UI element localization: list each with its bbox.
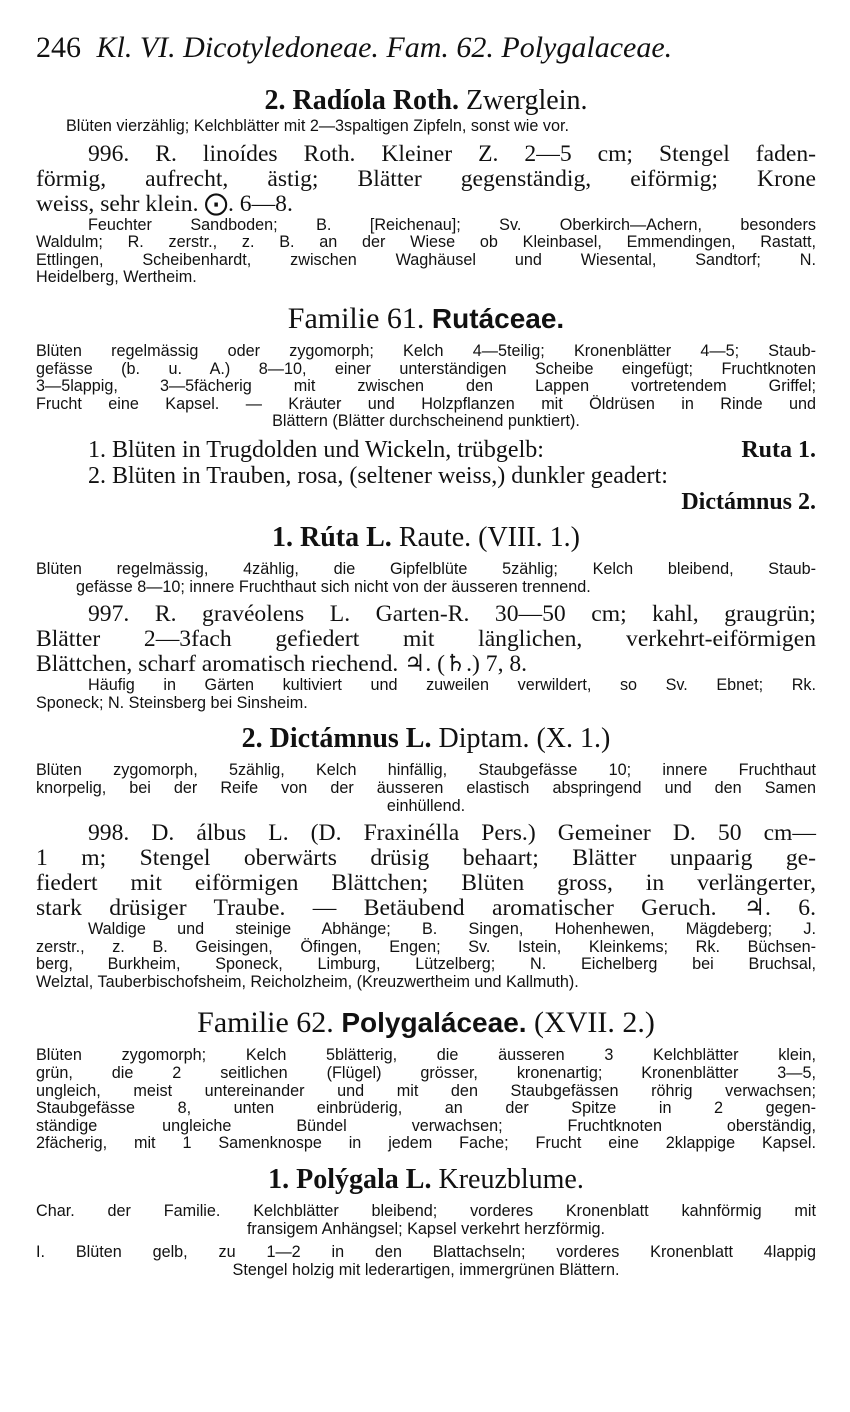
species-description-998: 998. D. álbus L. (D. Fraxinélla Pers.) Gemeiner D. 50 cm— 1 m; Stengel oberwärts drüsig behaart; Blätter unpaarig ge- fiedert mit eiförmigen Blättchen; Blüten gross, in verlängerter, stark drüsiger Traube. — Betäubend aromatischer Geruch. ♃. 6.	[36, 820, 816, 922]
genus-heading-dictamnus	[36, 722, 816, 756]
page-number: 246	[36, 31, 81, 64]
key-entry: Dictámnus 2.	[681, 488, 816, 515]
species-habitat-998: Waldige und steinige Abhänge; B. Singen, Hohenhewen, Mägdeberg; J. zerstr., z. B. Geisingen, Öfingen, Engen; Sv. Istein, Kleinkems; Rk. Büchsen- berg, Burkheim, Sponeck, Limburg, Lützelberg; N. Eichelberg bei Bruchsal, Welztal, Tauberbischofsheim, Reicholzheim, (Kreuzwertheim und Kallmuth).	[36, 920, 816, 991]
species-key: I. Blüten gelb, zu 1—2 in den Blattachseln; vorderes Kronenblatt 4lappig Stengel holzig mit lederartigen, immergrünen Blättern.	[36, 1243, 816, 1279]
genus-description: Char. der Familie. Kelchblätter bleibend; vorderes Kronenblatt kahnförmig mit fransigem Anhängsel; Kapsel verkehrt herzförmig.	[36, 1202, 816, 1238]
family-description: Blüten zygomorph; Kelch 5blätterig, die äusseren 3 Kelchblätter klein, grün, die 2 seitlichen (Flügel) grösser, kronenartig; Kronenblätter 3—5, ungleich, meist untereinander und mit den Staubgefässen röhrig verwachsen; Staubgefässe 8, unten einbrüderig, an der Spitze in 2 gegen- ständige ungleiche Bündel verwachsen; Fruchtknoten oberständig, 2fächerig, mit 1 Samenknospe in jedem Fache; Frucht eine 2klappige Kapsel.	[36, 1046, 816, 1153]
running-head-text: Kl. VI. Dicotyledoneae. Fam. 62. Polygalaceae.	[96, 31, 673, 64]
genus-common-name: Kreuzblume.	[438, 1164, 584, 1196]
running-head	[36, 30, 816, 70]
key-entry: 1. Blüten in Trugdolden und Wickeln, trübgelb: Ruta 1.	[88, 436, 816, 463]
genus-name: 2. Dictámnus L.	[241, 723, 432, 755]
species-description-997: 997. R. gravéolens L. Garten-R. 30—50 cm; kahl, graugrün; Blätter 2—3fach gefiedert mit länglichen, verkehrt-eiförmigen Blättchen, scharf aromatisch riechend. ♃. (♄.) 7, 8.	[36, 601, 816, 678]
family-name: Rutáceae.	[431, 302, 565, 334]
species-habitat-996: Feuchter Sandboden; B. [Reichenau]; Sv. Oberkirch—Achern, besonders Waldulm; R. zerstr., z. B. an der Wiese ob Kleinbasel, Emmendingen, Rastatt, Ettlingen, Scheibenhardt, zwischen Waghäusel und Wiesental, Sandtorf; N. Heidelberg, Wertheim.	[36, 215, 816, 287]
genus-name: 1. Rúta L.	[272, 521, 392, 553]
genus-common-name: Raute. (VIII. 1.)	[398, 521, 580, 553]
key-entry: 2. Blüten in Trauben, rosa, (seltener weiss,) dunkler geadert:	[88, 462, 668, 489]
family-description: Blüten regelmässig oder zygomorph; Kelch 4—5teilig; Kronenblätter 4—5; Staub- gefässe (b. u. A.) 8—10, einer unterständigen Scheibe eingefügt; Fruchtknoten 3—5lappig, 3—5fächerig mit zwischen den Lappen vortretendem Griffel; Frucht eine Kapsel. — Kräuter und Holzpflanzen mit Öldrüsen in Rinde und Blättern (Blätter durchscheinend punktiert).	[36, 341, 816, 431]
genus-name: 2. Radíola Roth.	[264, 85, 459, 116]
genus-heading-radiola	[36, 84, 816, 118]
genus-description: Blüten regelmässig, 4zählig, die Gipfelblüte 5zählig; Kelch bleibend, Staub- gefässe 8—10; innere Fruchthaut sich nicht von der äusseren trennend.	[36, 559, 816, 596]
genus-heading-polygala	[36, 1163, 816, 1197]
family-heading-polygalaceae: Familie 62. Polygaláceae. (XVII. 2.)	[197, 1006, 655, 1040]
species-description-996: 996. R. linoídes Roth. Kleiner Z. 2—5 cm; Stengel faden- förmig, aufrecht, ästig; Blätter gegenständig, eiförmig; Krone weiss, sehr klein. ⨀. 6—8.	[36, 140, 816, 217]
family-heading-rutaceae: Familie 61. Rutáceae.	[287, 301, 565, 335]
species-habitat-997: Häufig in Gärten kultiviert und zuweilen verwildert, so Sv. Ebnet; Rk. Sponeck; N. Steinsberg bei Sinsheim.	[36, 676, 816, 712]
genus-name: 1. Polýgala L.	[268, 1164, 432, 1196]
genus-common-name: Zwerglein.	[465, 85, 588, 116]
genus-description: Blüten vierzählig; Kelchblätter mit 2—3spaltigen Zipfeln, sonst wie vor.	[66, 117, 569, 135]
genus-description: Blüten zygomorph, 5zählig, Kelch hinfällig, Staubgefässe 10; innere Fruchthaut knorpelig, bei der Reife von der äusseren elastisch abspringend und den Samen einhüllend.	[36, 761, 816, 815]
genus-key	[36, 437, 816, 515]
genus-common-name: Diptam. (X. 1.)	[438, 723, 611, 755]
family-name: Polygaláceae.	[341, 1007, 527, 1039]
genus-heading-ruta	[36, 521, 816, 555]
